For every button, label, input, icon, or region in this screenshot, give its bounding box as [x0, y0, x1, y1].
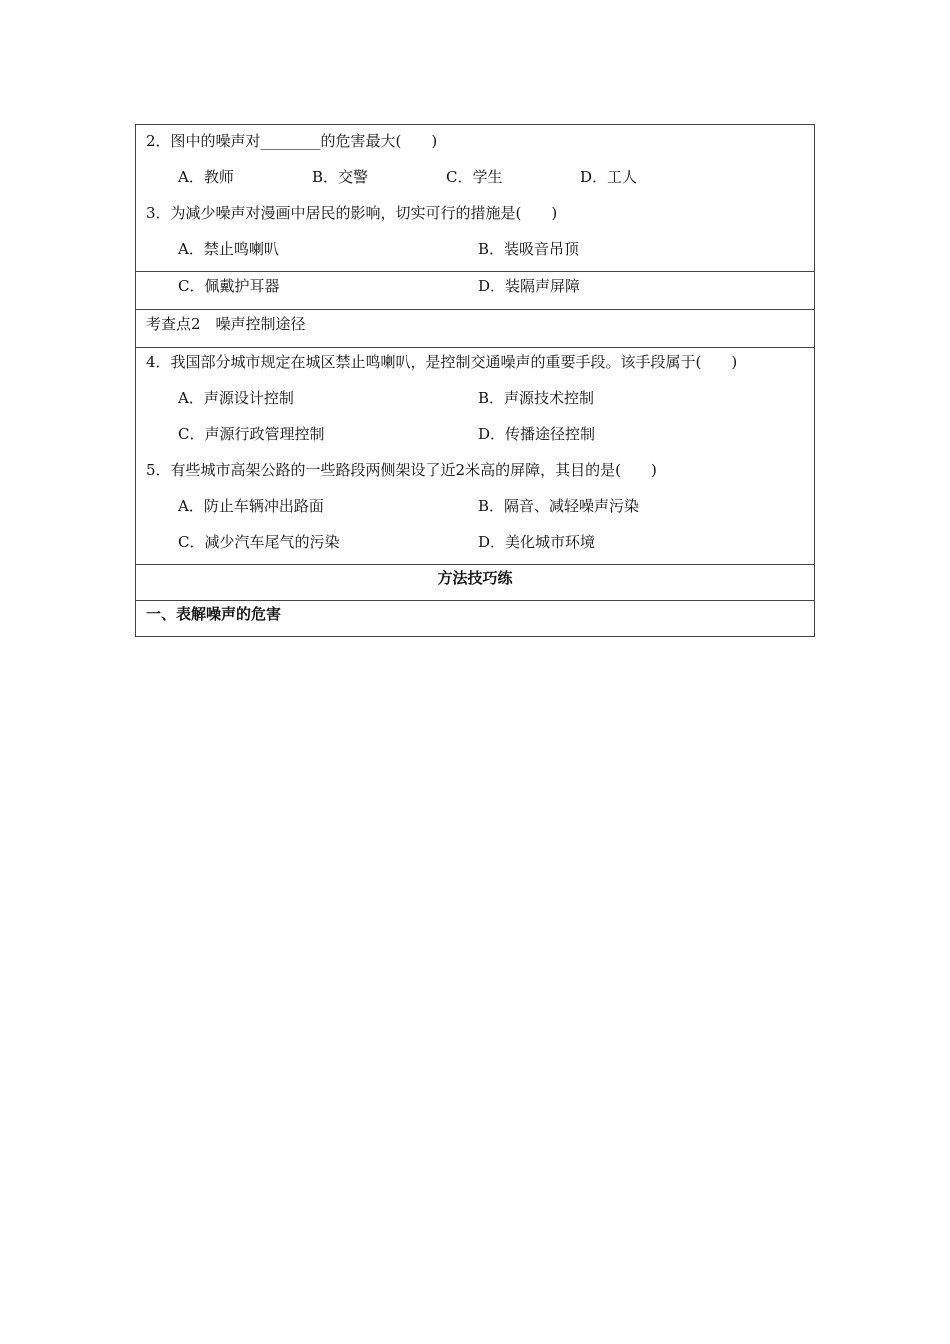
question-4-option-a: A．声源设计控制: [178, 389, 294, 407]
question-2-stem: 2．图中的噪声对________的危害最大( ): [146, 132, 438, 150]
question-3-options-ab: [146, 235, 804, 271]
question-4-option-b: B．声源技术控制: [478, 389, 595, 407]
question-3-stem: 3．为减少噪声对漫画中居民的影响，切实可行的措施是( ): [146, 204, 558, 222]
section-2-title: 考查点2 噪声控制途径: [146, 315, 306, 333]
question-5-options-cd: [146, 528, 804, 564]
question-3-option-b: B．装吸音吊顶: [478, 240, 580, 258]
part-1-title: 一、表解噪声的危害: [146, 605, 282, 623]
table-row-q3-cd: [136, 271, 814, 309]
question-3-options-cd: [146, 272, 804, 300]
question-3-option-d: D．装隔声屏障: [478, 277, 581, 295]
question-5-stem: 5．有些城市高架公路的一些路段两侧架设了近2米高的屏障，其目的是( ): [146, 461, 657, 479]
question-4-options-ab: [146, 384, 804, 420]
question-5-option-c: C．减少汽车尾气的污染: [178, 533, 340, 551]
question-4-stem: 4．我国部分城市规定在城区禁止鸣喇叭，是控制交通噪声的重要手段。该手段属于( ): [146, 353, 738, 371]
question-2-option-a: A．教师: [178, 168, 234, 186]
question-5-option-b: B．隔音、减轻噪声污染: [478, 497, 640, 515]
question-4-option-c: C．声源行政管理控制: [178, 425, 325, 443]
question-2-option-c: C．学生: [446, 168, 503, 186]
question-4-options-cd: [146, 420, 804, 456]
section-title-row: [136, 309, 814, 347]
question-2-options: [146, 163, 804, 199]
method-heading-row: [136, 564, 814, 600]
question-4-option-d: D．传播途径控制: [478, 425, 596, 443]
method-title: 方法技巧练: [437, 569, 513, 587]
question-5-option-a: A．防止车辆冲出路面: [178, 497, 324, 515]
question-3-option-c: C．佩戴护耳器: [178, 277, 280, 295]
table-row-q4-q5: [136, 347, 814, 564]
exercise-table: [135, 124, 815, 637]
question-2-option-d: D．工人: [580, 168, 638, 186]
table-row-q2-q3: [136, 125, 814, 271]
question-5-option-d: D．美化城市环境: [478, 533, 596, 551]
question-5-options-ab: [146, 492, 804, 528]
part-1-heading-row: [136, 600, 814, 636]
question-3-option-a: A．禁止鸣喇叭: [178, 240, 279, 258]
question-2-option-b: B．交警: [312, 168, 369, 186]
